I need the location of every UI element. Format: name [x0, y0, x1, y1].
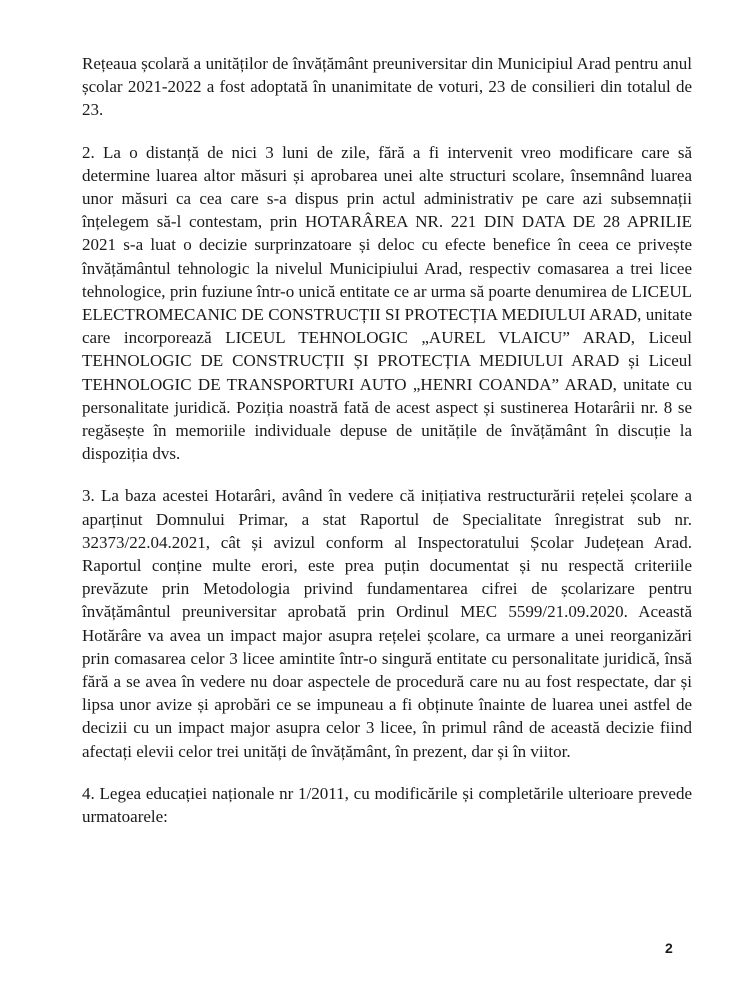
page-number: 2 — [665, 940, 673, 956]
paragraph-network-adoption: Rețeaua școlară a unităților de învățământ preuniversitar din Municipiul Arad pentru anul școlar 2021-2022 a fost adoptată în unanimitate de voturi, 23 de consilieri din totalul de 23. — [82, 54, 692, 120]
document-page — [82, 52, 692, 847]
paragraph-point-3: 3. La baza acestei Hotarâri, având în vedere că inițiativa restructurării rețelei școlare a aparținut Domnului Primar, a stat Raportul de Specialitate înregistrat sub nr. 32373/22.04.2021, cât și avizul conform al Inspectoratului Școlar Județean Arad. Raportul conține multe erori, este prea puțin documentat și nu respectă criteriile prevăzute prin Metodologia privind fundamentarea cifrei de școlarizare pentru învățământul preuniversitar aprobată prin Ordinul MEC 5599/21.09.2020. Această Hotărâre va avea un impact major asupra rețelei școlare, ca urmare a unei reorganizări prin comasarea celor 3 licee amintite într-o singură entitate cu personalitate juridică, însă fără a se avea în vedere nu doar aspectele de procedură care nu au fost respectate, dar și lipsa unor avize și aprobări ce se impuneau a fi obținute înainte de luarea unei astfel de decizii cu un impact major asupra celor 3 licee, în primul rând de această decizie fiind afectați elevii celor trei unități de învățământ, în prezent, dar și în viitor. — [82, 486, 692, 761]
paragraph-point-4: 4. Legea educației naționale nr 1/2011, cu modificările și completările ulterioare prevede urmatoarele: — [82, 783, 692, 827]
paragraph-point-2: 2. La o distanță de nici 3 luni de zile, fără a fi intervenit vreo modificare care să determine luarea altor măsuri și aprobarea unei alte structuri scolare, însemnând luarea unor măsuri ca cea care s-a dispus prin actul administrativ pe care azi subsemnații înțelegem să-l contestam, prin HOTARÂREA NR. 221 DIN DATA DE 28 APRILIE 2021 s-a luat o decizie surprinzatoare și deloc cu efecte benefice în ceea ce privește învățământul tehnologic la nivelul Municipiului Arad, respectiv comasarea a trei licee tehnologice, prin fuziune într-o unică entitate ce ar urma să poarte denumirea de LICEUL ELECTROMECANIC DE CONSTRUCȚII SI PROTECȚIA MEDIULUI ARAD, unitate care incorporează LICEUL TEHNOLOGIC „AUREL VLAICU” ARAD, Liceul TEHNOLOGIC DE CONSTRUCȚII ȘI PROTECȚIA MEDIULUI ARAD și Liceul TEHNOLOGIC DE TRANSPORTURI AUTO „HENRI COANDA” ARAD, unitate cu personalitate juridică. Poziția noastră fată de acest aspect și sustinerea Hotarârii nr. 8 se regăsește în memoriile individuale depuse de unitățile de învățământ în discuție la dispoziția dvs. — [82, 142, 692, 464]
